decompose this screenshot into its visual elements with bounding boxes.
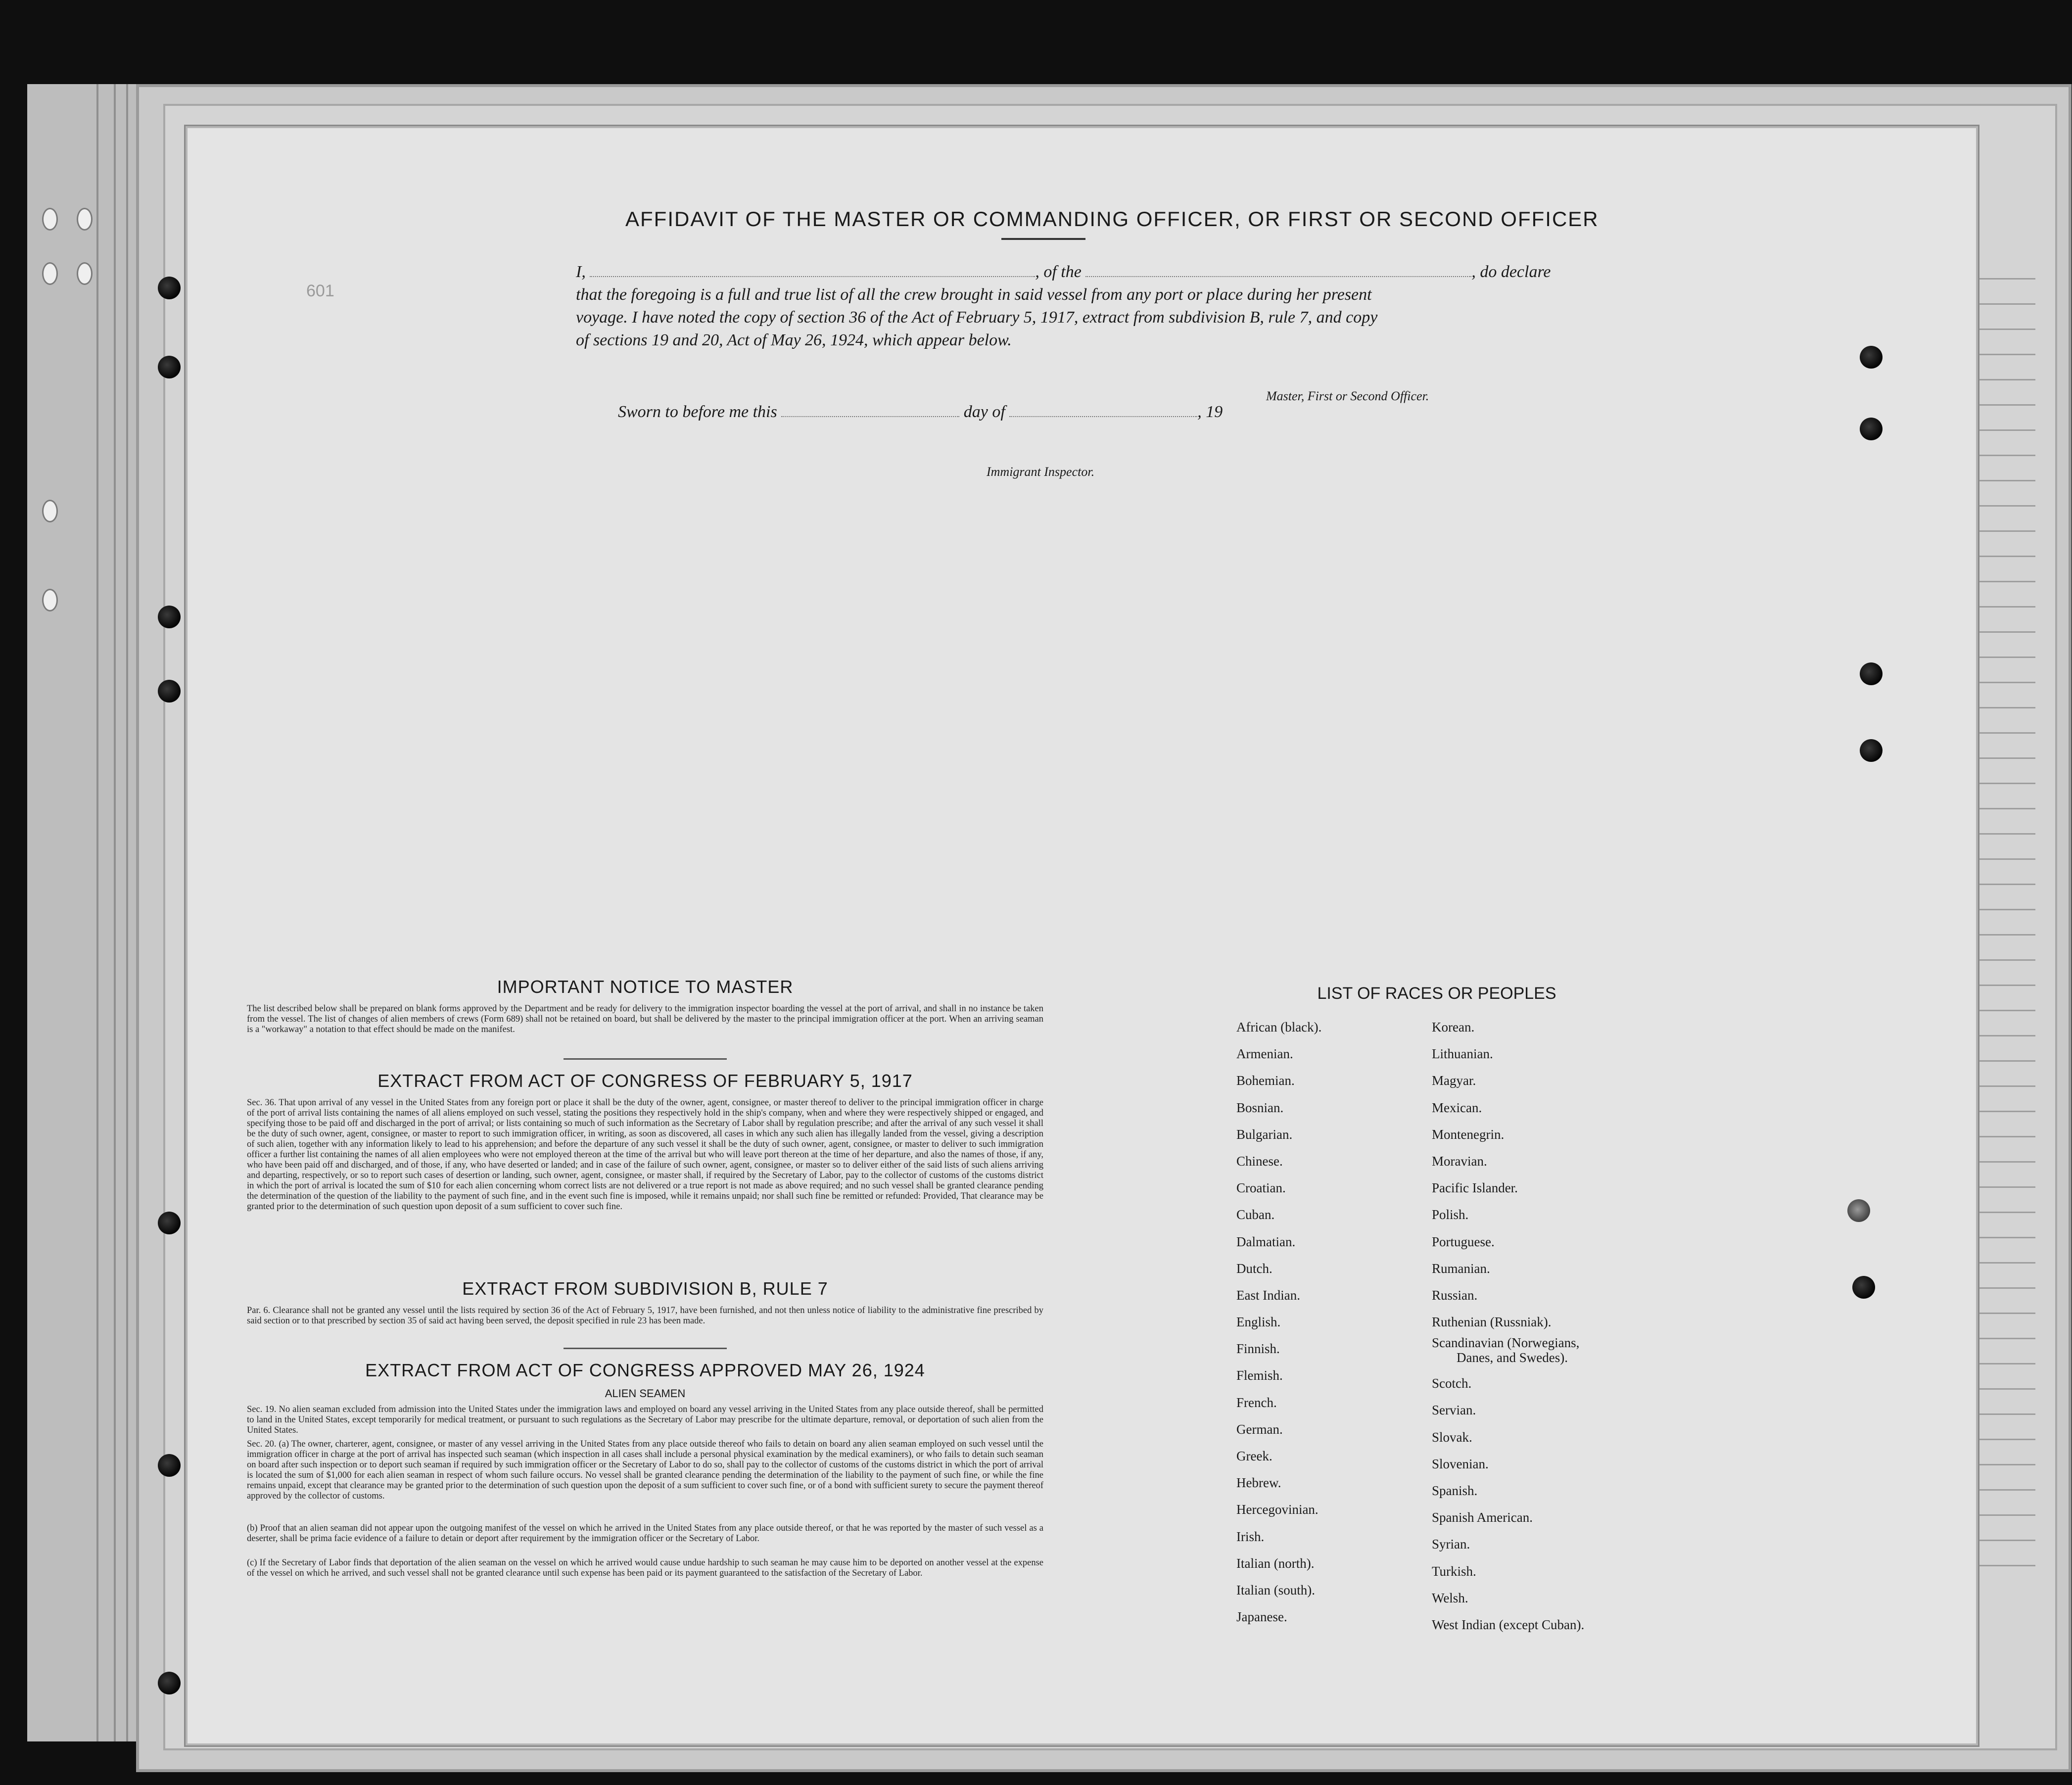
race-item: Turkish. <box>1432 1563 1476 1579</box>
race-item: Scandinavian (Norwegians, <box>1432 1335 1580 1351</box>
race-item: English. <box>1236 1315 1281 1330</box>
page-edge-line <box>126 84 128 1741</box>
race-item: Greek. <box>1236 1449 1272 1463</box>
declaration-line-3: voyage. I have noted the copy of section 36 of the Act of February 5, 1917, extract from subdivision B, rule 7, and copy <box>576 308 1378 327</box>
race-item: Bosnian. <box>1236 1100 1284 1115</box>
race-item-multiline <box>1432 1335 1709 1370</box>
race-item: Magyar. <box>1432 1073 1476 1088</box>
extract-1924-sec20a: Sec. 20. (a) The owner, charterer, agent, consignee, or master of any vessel arriving in the United States from any place outside thereof who fails to detain on board any alien seaman employed on such vessel until the immigration officer in charge at the port of arrival has inspected such seaman (which inspection in all cases shall include a personal physical examination by the medical examiners), or who fails to detain such seaman on board after such inspection or to deport such seaman if required by such immigration officer or the Secretary of Labor to do so, shall pay to the collector of customs of the customs district in which the port of arrival is located the sum of $1,000 for each alien seaman in respect of whom such failure occurs. No vessel shall be granted clearance pending the determination of the liability to the payment of such fine, or while the fine remains unpaid, except that clearance may be granted prior to the determination of such question upon the deposit of a sum sufficient to cover such fine, or of a bond with sufficient surety to secure the payment thereof approved by the collector of customs. <box>247 1439 1043 1501</box>
race-item: Finnish. <box>1236 1341 1280 1357</box>
race-item: French. <box>1236 1395 1277 1410</box>
race-item: Ruthenian (Russniak). <box>1432 1315 1552 1330</box>
declaration-line-2: that the foregoing is a full and true list of all the crew brought in said vessel from any port or place during her present <box>576 285 1372 304</box>
of-the-label: , of the <box>1035 263 1082 281</box>
race-item: Dalmatian. <box>1236 1234 1296 1249</box>
sworn-line <box>618 403 1731 422</box>
race-item: Bohemian. <box>1236 1073 1295 1088</box>
race-item: Slovenian. <box>1432 1456 1489 1471</box>
race-item: African (black). <box>1236 1020 1322 1034</box>
binder-hole <box>77 262 93 285</box>
sworn-day-blank[interactable] <box>781 416 959 417</box>
master-signature-caption: Master, First or Second Officer. <box>1266 389 1429 403</box>
punch-hole <box>158 606 181 628</box>
extract-1924-sec20c: (c) If the Secretary of Labor finds that deportation of the alien seaman on the vessel on which he arrived would cause undue hardship to such seaman he may cause him to be deported on another vessel at the expense of the vessel on which he arrived, and such vessel shall not be granted clearance until such expense has been paid or its payment guaranteed to the satisfaction of the Secretary of Labor. <box>247 1558 1043 1578</box>
race-item: Dutch. <box>1236 1261 1272 1276</box>
binder-hole <box>42 589 58 611</box>
race-item: Italian (south). <box>1236 1582 1315 1597</box>
race-item: Moravian. <box>1432 1153 1487 1169</box>
extract-1924-subtitle: ALIEN SEAMEN <box>605 1387 686 1400</box>
page-edge-line <box>114 84 116 1741</box>
extract-rule7-body: Par. 6. Clearance shall not be granted any vessel until the lists required by section 36 of the Act of February 5, 1917, have been furnished, and not then unless notice of liability to the administrative fine prescribed by said section or to that prescribed by section 35 of said act having been served, the deposit specified in rule 23 has been made. <box>247 1306 1043 1326</box>
race-item: Hebrew. <box>1236 1475 1281 1491</box>
bleed-mark: 601 <box>306 282 334 300</box>
extract-1917-body: Sec. 36. That upon arrival of any vessel in the United States from any foreign port or place it shall be the duty of the owner, agent, consignee, or master thereof to deliver to the principal immigration officer in charge of the port of arrival lists containing the names of all aliens employed on such vessel, stating the positions they respectively hold in the ship's company, when and where they were respectively shipped or engaged, and specifying those to be paid off and discharged in the port of arrival; or lists containing so much of such information as the Secretary of Labor shall by regulation prescribe; and after the arrival of any such vessel it shall be the duty of such owner, agent, consignee, or master to report to such immigration officer, in writing, as soon as discovered, all cases in which any such alien has illegally landed from the vessel, giving a description of such alien, together with any information likely to lead to his apprehension; and before the departure of any such vessel it shall be the duty of such owner, agent, consignee, or master to deliver to such immigration officer a further list containing the names of all alien employees who were not employed thereon at the time of the arrival but who will leave port thereon at the time of her departure, and also the names of those, if any, who have been paid off and discharged, and of those, if any, who have deserted or landed; and in case of the failure of such owner, agent, consignee, or master so to deliver either of the said lists of such aliens arriving and departing, respectively, or so to report such cases of desertion or landing, such owner, agent, consignee, or master shall, if required by the Secretary of Labor, pay to the collector of customs of the customs district in which the port of arrival is located the sum of $10 for each alien concerning whom correct lists are not delivered or a true report is not made as above required; and no such vessel shall be granted clearance pending the determination of the question of the liability to the payment of such fine, and in the event such fine is imposed, while it remains unpaid; nor shall such fine be remitted or refunded: Provided, That clearance may be granted prior to the determination of such question upon deposit of a sum sufficient to cover such fine. <box>247 1098 1043 1212</box>
sworn-month-blank[interactable] <box>1009 416 1197 417</box>
race-item: West Indian (except Cuban). <box>1432 1617 1585 1632</box>
race-item: Lithuanian. <box>1432 1046 1493 1062</box>
race-item: Irish. <box>1236 1529 1265 1544</box>
races-title: LIST OF RACES OR PEOPLES <box>1317 984 1556 1003</box>
notice-title: IMPORTANT NOTICE TO MASTER <box>497 977 794 997</box>
race-item: Polish. <box>1432 1207 1469 1222</box>
race-item: Korean. <box>1432 1020 1475 1034</box>
race-item: Montenegrin. <box>1432 1127 1505 1142</box>
declaration-line-1 <box>576 263 1719 282</box>
race-item: Spanish American. <box>1432 1510 1533 1525</box>
title-rule <box>1001 238 1085 240</box>
race-item: Welsh. <box>1432 1590 1468 1605</box>
declarant-name-blank[interactable] <box>590 276 1035 277</box>
race-item: East Indian. <box>1236 1287 1300 1303</box>
affidavit-form-sheet <box>186 126 1978 1745</box>
races-column-2 <box>1432 1014 1709 1638</box>
extract-rule7-title: EXTRACT FROM SUBDIVISION B, RULE 7 <box>462 1278 828 1299</box>
punch-hole <box>1852 1276 1875 1299</box>
race-item: Croatian. <box>1236 1180 1286 1196</box>
binder-hole <box>42 262 58 285</box>
affidavit-title: AFFIDAVIT OF THE MASTER OR COMMANDING OFFICER, OR FIRST OR SECOND OFFICER <box>625 207 1599 231</box>
punch-hole <box>1847 1199 1870 1222</box>
stacked-page-edges <box>27 84 143 1741</box>
punch-hole <box>158 1454 181 1477</box>
race-item: Flemish. <box>1236 1368 1283 1383</box>
punch-hole <box>158 680 181 703</box>
race-item: Cuban. <box>1236 1207 1275 1222</box>
extract-1924-sec20b: (b) Proof that an alien seaman did not appear upon the outgoing manifest of the vessel on which he arrived in the United States from any place outside thereof, or that he was reported by the master of such vessel as a deserter, shall be prima facie evidence of a failure to detain or deport after requirement by the immigration officer or the Secretary of Labor. <box>247 1523 1043 1544</box>
race-item: Hercegovinian. <box>1236 1502 1319 1517</box>
race-item: Chinese. <box>1236 1153 1283 1169</box>
races-column-1 <box>1236 1014 1444 1630</box>
binder-hole <box>77 208 93 231</box>
race-item: Servian. <box>1432 1403 1476 1418</box>
section-divider <box>564 1058 727 1060</box>
page-edge-line <box>96 84 98 1741</box>
binder-hole <box>42 208 58 231</box>
race-item: Japanese. <box>1236 1609 1287 1625</box>
punch-hole <box>158 356 181 378</box>
punch-hole <box>1860 739 1883 762</box>
race-item-continuation: Danes, and Swedes). <box>1457 1350 1568 1365</box>
race-item: German. <box>1236 1421 1283 1437</box>
sworn-label: Sworn to before me this <box>618 403 777 421</box>
race-item: Scotch. <box>1432 1376 1472 1391</box>
vessel-name-blank[interactable] <box>1085 276 1471 277</box>
inspector-caption: Immigrant Inspector. <box>987 465 1095 479</box>
extract-1924-sec19: Sec. 19. No alien seaman excluded from admission into the United States under the immigration laws and employed on board any vessel arriving in the United States from any place outside thereof, shall be permitted to land in the United States, except temporarily for medical treatment, or pursuant to such regulations as the Secretary of Labor may prescribe for the ultimate departure, removal, or deportation of such alien from the United States. <box>247 1405 1043 1435</box>
race-item: Syrian. <box>1432 1537 1470 1552</box>
day-of-label: day of <box>963 403 1005 421</box>
race-item: Russian. <box>1432 1287 1478 1303</box>
race-item: Slovak. <box>1432 1429 1472 1445</box>
race-item: Pacific Islander. <box>1432 1180 1518 1196</box>
do-declare-label: , do declare <box>1471 263 1551 281</box>
extract-1924-title: EXTRACT FROM ACT OF CONGRESS APPROVED MAY 26, 1924 <box>365 1360 925 1380</box>
race-item: Spanish. <box>1432 1483 1478 1498</box>
race-item: Italian (north). <box>1236 1555 1315 1571</box>
punch-hole <box>158 1212 181 1234</box>
race-item: Armenian. <box>1236 1046 1293 1062</box>
race-item: Portuguese. <box>1432 1234 1495 1249</box>
declaration-line-4: of sections 19 and 20, Act of May 26, 1924, which appear below. <box>576 331 1012 349</box>
race-item: Mexican. <box>1432 1100 1482 1115</box>
punch-hole <box>158 1672 181 1694</box>
race-item: Bulgarian. <box>1236 1127 1293 1142</box>
notice-body: The list described below shall be prepared on blank forms approved by the Department and be ready for delivery to the immigration inspector boarding the vessel at the port of arrival, and shall in no instance be taken from the vessel. The list of changes of alien members of crews (Form 689) shall not be retained on board, but shall be delivered by the master to the principal immigration officer at the port. When an arriving seaman is a "workaway" a notation to that effect should be made on the manifest. <box>247 1004 1043 1034</box>
binder-hole <box>42 500 58 522</box>
punch-hole <box>1860 346 1883 369</box>
section-divider <box>564 1348 727 1349</box>
extract-1917-title: EXTRACT FROM ACT OF CONGRESS OF FEBRUARY 5, 1917 <box>377 1071 913 1091</box>
race-item: Rumanian. <box>1432 1261 1490 1276</box>
punch-hole <box>1860 418 1883 440</box>
punch-hole <box>158 277 181 299</box>
year-label: , 19 <box>1197 403 1223 421</box>
punch-hole <box>1860 662 1883 685</box>
declarant-prefix: I, <box>576 263 586 281</box>
